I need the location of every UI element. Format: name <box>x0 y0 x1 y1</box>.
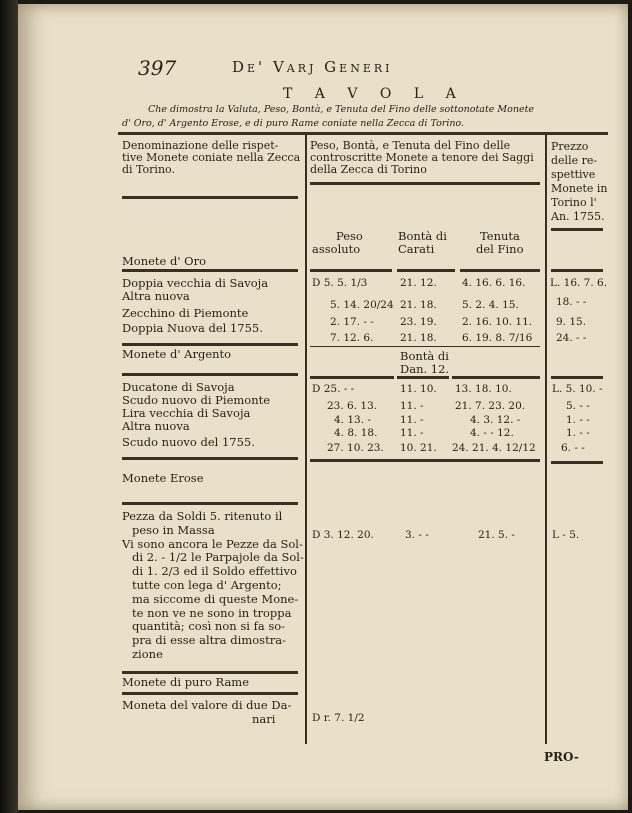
section-oro: Monete d' Oro <box>122 254 207 268</box>
arg-row-name: Lira vecchia di Savoja <box>122 406 251 420</box>
erose-prezzo: L - 5. <box>552 529 580 541</box>
argento-end-rule <box>122 457 298 460</box>
table-title: T A V O L A <box>283 86 465 102</box>
erose-bonta: 3. - - <box>405 529 429 541</box>
section-erose: Monete Erose <box>122 471 204 485</box>
erose-rule <box>122 502 298 505</box>
page-number: 397 <box>138 56 177 80</box>
oro-row-peso: 5. 14. 20/24 <box>330 299 394 311</box>
erose-tenuta: 21. 5. - <box>478 529 515 541</box>
argento-rule-tenuta <box>452 376 540 379</box>
erose-description: Pezza da Soldi 5. ritenuto il peso in Massa Vi sono ancora le Pezze da Sol- di 2. - 1/2 le Parpajole da Sol- di 1. 2/3 ed il Soldo effettivo tutte con lega d' Argento; ma siccome di queste Mone- te non ve ne sono in troppa quantità; così non si fa so- pra di esse altra dimostra- zione <box>122 509 304 661</box>
argento-rule-peso <box>310 376 394 379</box>
oro-row-peso: 7. 12. 6. <box>330 332 374 344</box>
table-subtitle-line1: Che dimostra la Valuta, Peso, Bontà, e Tenuta del Fino delle sottonotate Monete <box>148 104 535 115</box>
arg-row-tenuta: 4. 3. 12. - <box>470 414 521 426</box>
oro-row-bonta: 21. 12. <box>400 277 437 289</box>
section-argento: Monete d' Argento <box>122 347 232 361</box>
column-divider-1 <box>305 134 307 744</box>
oro-row-bonta: 23. 19. <box>400 316 437 328</box>
oro-rule-peso <box>310 269 392 272</box>
arg-row-prezzo: 1. - - <box>566 427 590 439</box>
bonta-dan-header: Bontà di Dan. 12. <box>400 349 450 376</box>
arg-row-name: Scudo nuovo di Piemonte <box>122 393 271 407</box>
rame-description: Moneta del valore di due Da- nari <box>122 698 292 726</box>
top-rule <box>118 132 608 135</box>
arg-row-peso: 27. 10. 23. <box>327 442 384 454</box>
oro-row-peso: D 5. 5. 1/3 <box>312 277 368 289</box>
catchword: PRO- <box>544 750 579 764</box>
arg-row-prezzo: 5. - - <box>566 400 590 412</box>
arg-row-bonta: 10. 21. <box>400 442 437 454</box>
oro-row-prezzo: 24. - - <box>556 332 587 344</box>
rame-peso: D r. 7. 1/2 <box>312 712 365 724</box>
arg-row-prezzo: 6. - - <box>561 442 585 454</box>
arg-row-prezzo: 1. - - <box>566 414 590 426</box>
oro-rule <box>122 269 298 272</box>
argento-rule <box>122 373 298 376</box>
argento-end-rule-data <box>310 459 540 462</box>
arg-row-tenuta: 4. - - 12. <box>470 427 514 439</box>
argento-rule-prezzo <box>551 376 603 379</box>
oro-row-name: Zecchino di Piemonte <box>122 306 249 320</box>
oro-row-tenuta: 6. 19. 8. 7/16 <box>462 332 533 344</box>
arg-row-prezzo: L. 5. 10. - <box>552 383 603 395</box>
arg-row-peso: 23. 6. 13. <box>327 400 378 412</box>
arg-row-bonta: 11. - <box>400 427 424 439</box>
oro-row-name: Doppia Nuova del 1755. <box>122 321 263 335</box>
col1-header: Denominazione delle rispet- tive Monete coniate nella Zecca di Torino. <box>122 139 301 176</box>
table-subtitle-line2: d' Oro, d' Argento Erose, e di puro Rame coniate nella Zecca di Torino. <box>122 118 465 129</box>
oro-row-peso: 2. 17. - - <box>330 316 374 328</box>
sub-header-bonta: Bontà di Carati <box>398 229 447 256</box>
argento-end-rule-prezzo <box>551 461 603 464</box>
arg-row-bonta: 11. 10. <box>400 383 437 395</box>
sub-header-peso: Peso assoluto <box>312 229 363 256</box>
oro-row-tenuta: 2. 16. 10. 11. <box>462 316 533 328</box>
oro-rule-tenuta <box>460 269 540 272</box>
oro-row-tenuta: 5. 2. 4. 15. <box>462 299 519 311</box>
arg-row-tenuta: 24. 21. 4. 12/12 <box>452 442 536 454</box>
col3-header-rule <box>551 228 603 231</box>
column-divider-2 <box>545 134 547 744</box>
arg-row-bonta: 11. - <box>400 414 424 426</box>
oro-end-rule-data <box>310 346 540 347</box>
arg-row-name: Ducatone di Savoja <box>122 380 235 394</box>
oro-row-prezzo: 9. 15. <box>556 316 587 328</box>
oro-row-bonta: 21. 18. <box>400 332 437 344</box>
book-binding-edge <box>0 0 18 813</box>
argento-rule-bonta <box>397 376 449 379</box>
arg-row-bonta: 11. - <box>400 400 424 412</box>
arg-row-tenuta: 13. 18. 10. <box>455 383 512 395</box>
erose-end-rule <box>122 671 298 674</box>
oro-rule-prezzo <box>551 269 603 272</box>
erose-peso: D 3. 12. 20. <box>312 529 374 541</box>
oro-row-name: Doppia vecchia di Savoja <box>122 276 269 290</box>
arg-row-name: Altra nuova <box>122 419 190 433</box>
running-title: De' Varj Generi <box>232 58 393 76</box>
rame-rule <box>122 692 298 695</box>
arg-row-name: Scudo nuovo del 1755. <box>122 435 255 449</box>
sub-header-tenuta: Tenuta del Fino <box>476 229 524 256</box>
oro-row-name: Altra nuova <box>122 289 190 303</box>
col2-header-rule <box>310 182 540 185</box>
oro-row-prezzo: L. 16. 7. 6. <box>550 277 608 289</box>
arg-row-peso: 4. 8. 18. <box>334 427 378 439</box>
col1-header-rule <box>122 196 298 199</box>
arg-row-peso: 4. 13. - <box>334 414 371 426</box>
col3-header: Prezzo delle re- spettive Monete in Torino l' An. 1755. <box>551 140 608 223</box>
oro-row-prezzo: 18. - - <box>556 296 587 308</box>
arg-row-peso: D 25. - - <box>312 383 355 395</box>
col2-header: Peso, Bontà, e Tenuta del Fino delle controscritte Monete a tenore dei Saggi della Zecca di Torino <box>310 139 534 176</box>
oro-rule-bonta <box>397 269 455 272</box>
oro-row-bonta: 21. 18. <box>400 299 437 311</box>
section-rame: Monete di puro Rame <box>122 675 250 689</box>
arg-row-tenuta: 21. 7. 23. 20. <box>455 400 526 412</box>
oro-row-tenuta: 4. 16. 6. 16. <box>462 277 526 289</box>
oro-end-rule <box>122 343 298 346</box>
